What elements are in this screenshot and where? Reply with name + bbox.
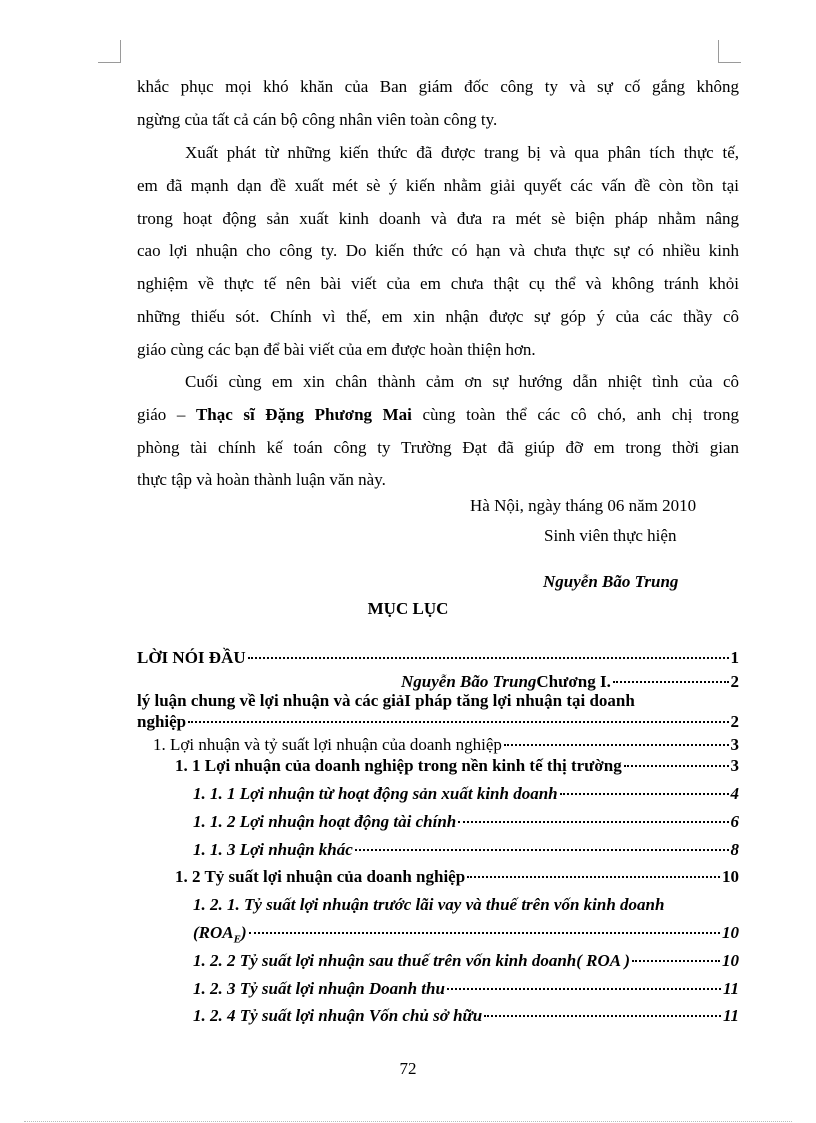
paragraph-line: Cuối cùng em xin chân thành cảm ơn sự hướng dẫn nhiệt tình của cô (185, 372, 739, 391)
toc-page: 2 (730, 712, 739, 731)
toc-leader (458, 821, 728, 823)
toc-entry[interactable] (137, 710, 739, 734)
toc-entry-text: 1. 1 Lợi nhuận của doanh nghiệp trong nền kinh tế thị trường (175, 756, 622, 775)
toc-leader (504, 744, 729, 746)
toc-leader (188, 721, 728, 723)
paragraph-line: em đã mạnh dạn đề xuất mét sè ý kiến nhằm giải quyết các vấn đề còn tồn tại (137, 176, 739, 195)
toc-entry-text: LỜI NÓI ĐẦU (137, 648, 246, 667)
paragraph-line: những thiếu sót. Chính vì thế, em xin nhận được sự góp ý của các thầy cô (137, 307, 739, 326)
paragraph-line: khắc phục mọi khó khăn của Ban giám đốc công ty và sự cố gắng không (137, 77, 739, 96)
toc-page: 3 (730, 735, 739, 754)
crop-mark-top-left (98, 40, 121, 63)
toc-entry-text: 1. 2. 4 Tỷ suất lợi nhuận Vốn chủ sở hữu (193, 1006, 483, 1025)
toc-entry[interactable] (137, 646, 739, 670)
toc-entry[interactable] (193, 1004, 739, 1028)
toc-title: MỤC LỤC (367, 599, 449, 618)
paragraph-line: trong hoạt động sản xuất kinh doanh và đưa ra mét sè biện pháp nhằm nâng (137, 209, 739, 228)
page-bottom-rule (24, 1121, 792, 1122)
toc-leader (355, 849, 729, 851)
toc-leader (613, 681, 729, 683)
toc-page: 1 (730, 648, 739, 667)
toc-leader (248, 657, 729, 659)
toc-leader (249, 932, 720, 934)
toc-entry-text: nghiệp (137, 712, 187, 731)
paragraph-line (137, 404, 739, 426)
toc-entry-text (193, 921, 247, 945)
toc-entry[interactable] (193, 921, 739, 945)
paragraph-line: giáo cùng các bạn để bài viết của em được hoàn thiện hơn. (137, 340, 536, 359)
paragraph-line: Xuất phát từ những kiến thức đã được trang bị và qua phân tích thực tế, (185, 143, 739, 162)
toc-entry-text: 1. 2. 2 Tỷ suất lợi nhuận sau thuế trên vốn kinh doanh( ROA ) (193, 951, 631, 970)
toc-page: 8 (730, 840, 739, 859)
toc-entry-text: 1. 1. 2 Lợi nhuận hoạt động tài chính (193, 812, 457, 831)
toc-entry-text: 1. Lợi nhuận và tỷ suất lợi nhuận của doanh nghiệp (153, 735, 502, 754)
toc-leader (560, 793, 729, 795)
toc-entry-text-part: (ROA (193, 923, 234, 942)
toc-page: 11 (722, 1006, 739, 1025)
toc-entry[interactable] (193, 949, 739, 973)
toc-entry[interactable] (193, 782, 739, 806)
toc-entry[interactable] (175, 754, 739, 778)
toc-page: 10 (722, 951, 739, 970)
page-number: 72 (399, 1059, 417, 1078)
text-span: giáo – (137, 405, 196, 424)
paragraph-line: phòng tài chính kế toán công ty Trường Đạt đã giúp đỡ em trong thời gian (137, 438, 739, 457)
text-span: cùng toàn thể các cô chó, anh chị trong (411, 405, 739, 424)
toc-leader (447, 988, 721, 990)
toc-entry-text: Chương I. (536, 672, 611, 691)
toc-entry[interactable] (193, 810, 739, 834)
toc-leader (624, 765, 729, 767)
paragraph-line: cao lợi nhuận cho công ty. Do kiến thức có hạn và chưa thực sự có nhiều kinh (137, 241, 739, 260)
toc-entry-text: 1. 2. 3 Tỷ suất lợi nhuận Doanh thu (193, 979, 445, 998)
toc-entry[interactable] (193, 893, 739, 917)
toc-page: 2 (730, 672, 739, 691)
toc-leader (632, 960, 720, 962)
toc-entry-text: lý luận chung về lợi nhuận và các giảI pháp tăng lợi nhuận tại doanh (137, 691, 635, 710)
signature-role: Sinh viên thực hiện (544, 526, 677, 545)
toc-entry-text: 1. 2 Tỷ suất lợi nhuận của doanh nghiệp (175, 867, 466, 886)
crop-mark-top-right (718, 40, 741, 63)
toc-entry[interactable] (193, 838, 739, 862)
toc-entry-author: Nguyễn Bão Trung (401, 672, 537, 691)
toc-page: 10 (722, 867, 739, 886)
paragraph-line: ngừng của tất cả cán bộ công nhân viên toàn công ty. (137, 110, 498, 129)
toc-entry[interactable] (193, 977, 739, 1001)
toc-page: 4 (730, 784, 739, 803)
paragraph-line: thực tập và hoàn thành luận văn này. (137, 470, 386, 489)
toc-page: 6 (730, 812, 739, 831)
toc-entry-text: 1. 1. 3 Lợi nhuận khác (193, 840, 353, 859)
toc-entry-text: 1. 2. 1. Tỷ suất lợi nhuận trước lãi vay và thuế trên vốn kinh doanh (193, 895, 665, 914)
place-date: Hà Nội, ngày tháng 06 năm 2010 (470, 496, 697, 515)
signature-name: Nguyễn Bão Trung (543, 572, 679, 591)
toc-entry-text-part: ) (240, 923, 247, 942)
toc-leader (484, 1015, 721, 1017)
toc-entry[interactable] (175, 865, 739, 889)
toc-page: 3 (730, 756, 739, 775)
toc-page: 11 (722, 979, 739, 998)
toc-page: 10 (722, 923, 739, 942)
toc-entry-subscript: E (233, 933, 241, 945)
paragraph-line: nghiệm về thực tế nên bài viết của em chưa thật cụ thể và không tránh khỏi (137, 274, 739, 293)
advisor-name: Thạc sĩ Đặng Phương Mai (195, 405, 412, 424)
toc-leader (467, 876, 720, 878)
toc-entry-text: 1. 1. 1 Lợi nhuận từ hoạt động sản xuất kinh doanh (193, 784, 558, 803)
